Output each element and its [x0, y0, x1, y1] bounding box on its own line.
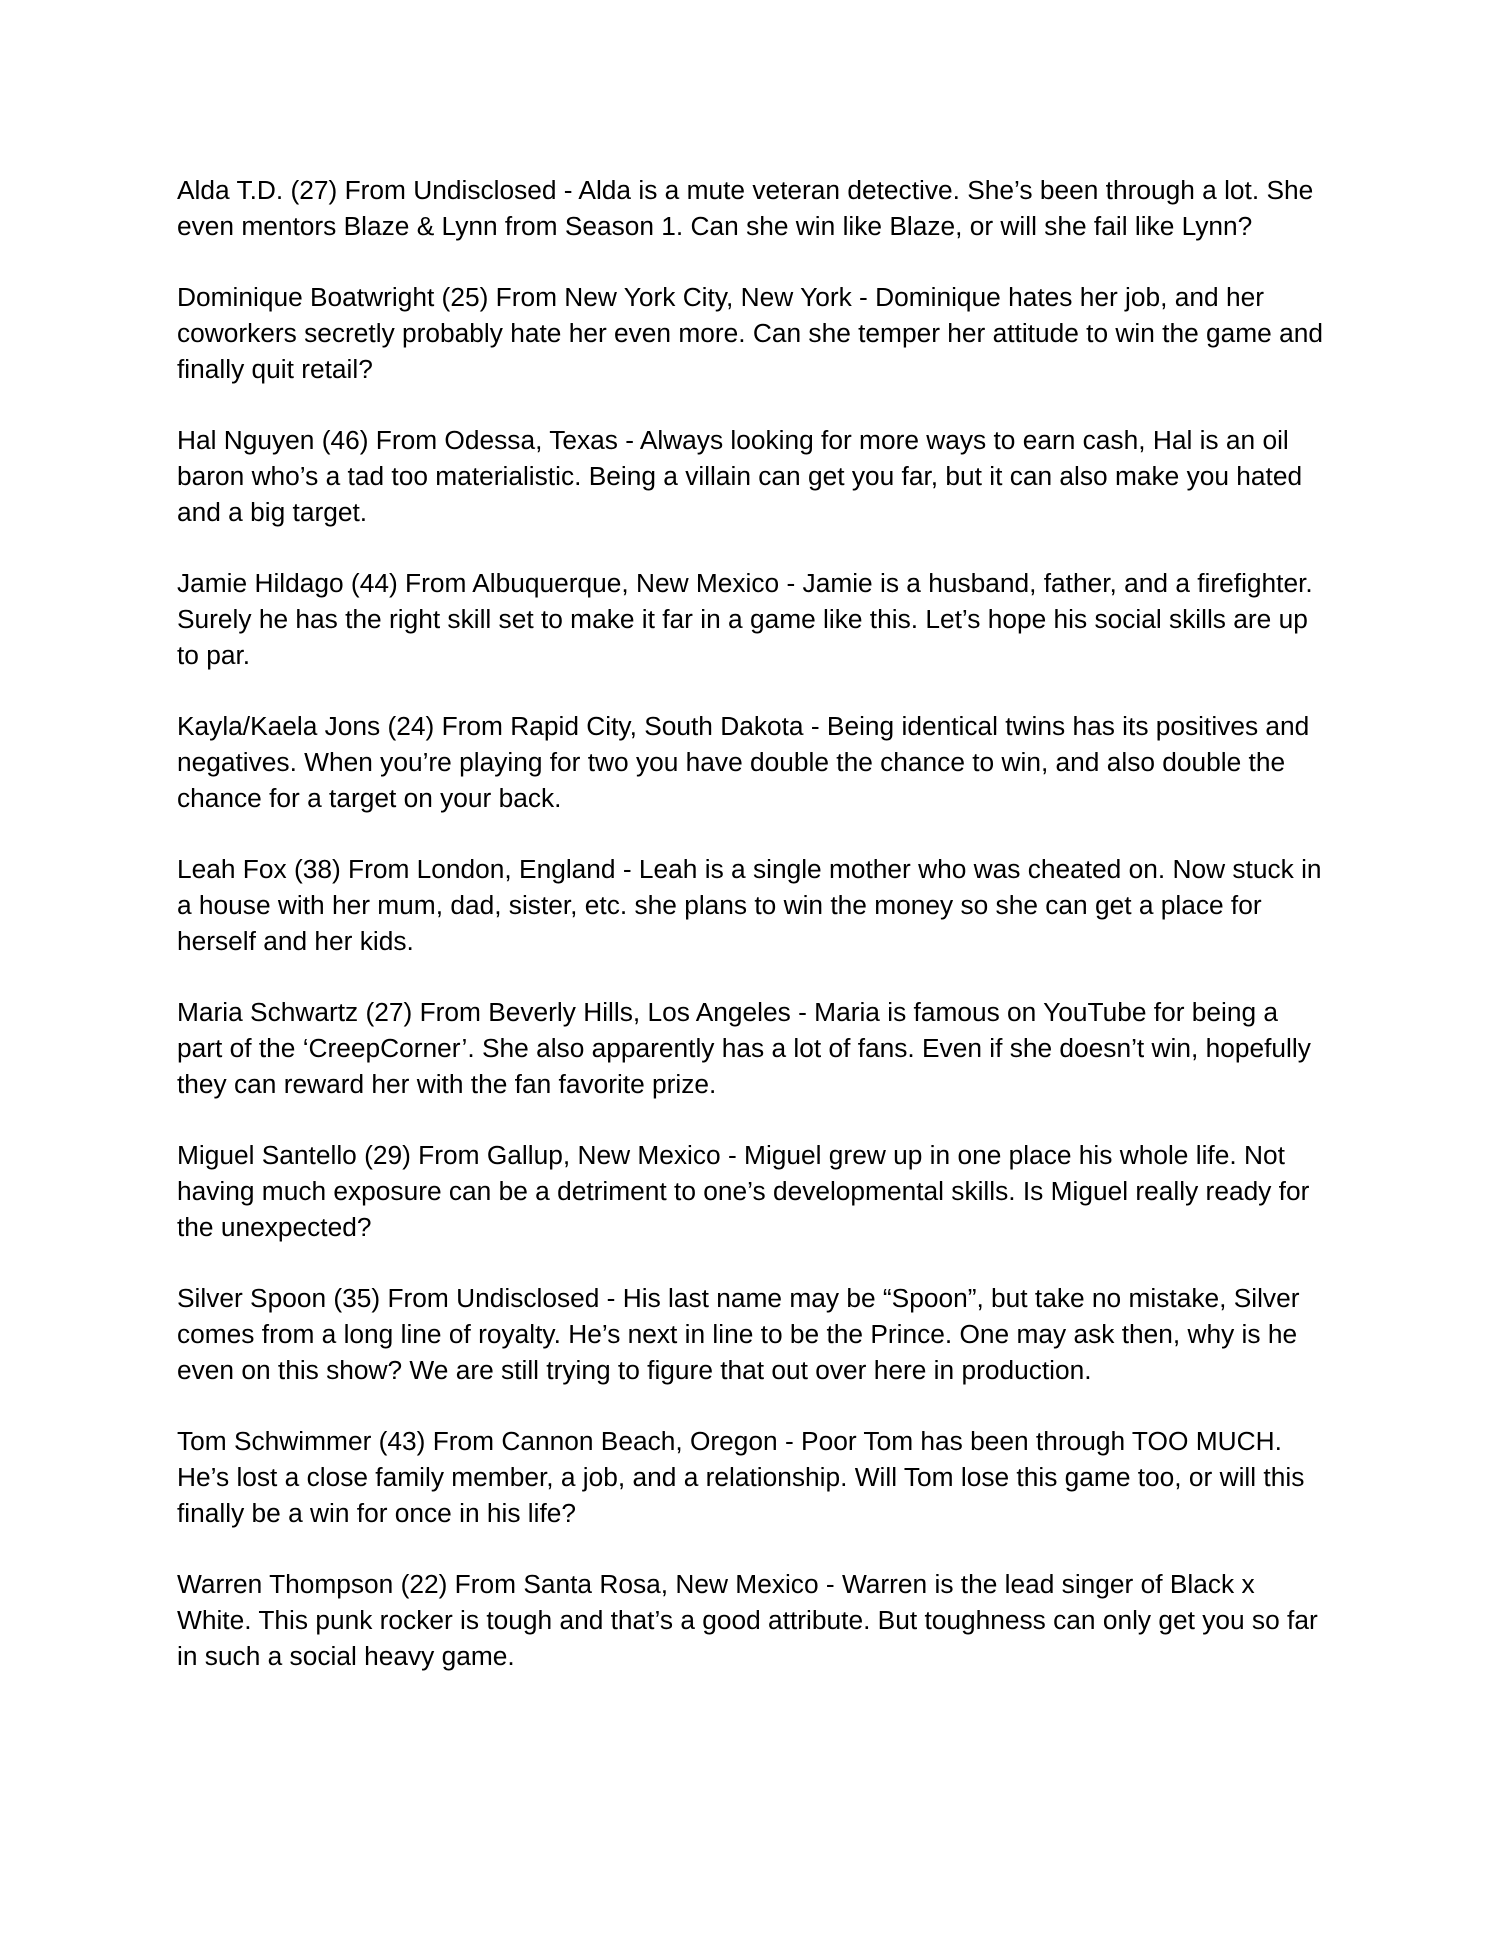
contestant-bio-jamie: Jamie Hildago (44) From Albuquerque, New Mexico - Jamie is a husband, father, and a firefighter. Surely he has the right skill set to make it far in a game like this. Let’s hope his social skills are up to par. — [177, 568, 1313, 670]
contestant-bio-alda: Alda T.D. (27) From Undisclosed - Alda is a mute veteran detective. She’s been through a lot. She even mentors Blaze & Lynn from Season 1. Can she win like Blaze, or will she fail like Lynn? — [177, 175, 1314, 241]
contestant-bio-maria: Maria Schwartz (27) From Beverly Hills, Los Angeles - Maria is famous on YouTube for being a part of the ‘CreepCorner’. She also apparently has a lot of fans. Even if she doesn’t win, hopefully they can reward her with the fan favorite prize. — [177, 997, 1311, 1099]
contestant-bio-silver: Silver Spoon (35) From Undisclosed - His last name may be “Spoon”, but take no mistake, Silver comes from a long line of royalty. He’s next in line to be the Prince. One may ask then, why is he even on this show? We are still trying to figure that out over here in production. — [177, 1283, 1300, 1385]
document-body — [177, 172, 1327, 1709]
contestant-bio-leah: Leah Fox (38) From London, England - Leah is a single mother who was cheated on. Now stuck in a house with her mum, dad, sister, etc. she plans to win the money so she can get a place for herself and her kids. — [177, 854, 1322, 956]
contestant-bio-hal: Hal Nguyen (46) From Odessa, Texas - Always looking for more ways to earn cash, Hal is an oil baron who’s a tad too materialistic. Being a villain can get you far, but it can also make you hated and a big target. — [177, 425, 1303, 527]
contestant-bio-dominique: Dominique Boatwright (25) From New York City, New York - Dominique hates her job, and her coworkers secretly probably hate her even more. Can she temper her attitude to win the game and finally quit retail? — [177, 282, 1323, 384]
contestant-bio-kayla-kaela: Kayla/Kaela Jons (24) From Rapid City, South Dakota - Being identical twins has its positives and negatives. When you’re playing for two you have double the chance to win, and also double the chance for a target on your back. — [177, 711, 1310, 813]
contestant-bio-warren: Warren Thompson (22) From Santa Rosa, New Mexico - Warren is the lead singer of Black x White. This punk rocker is tough and that’s a good attribute. But toughness can only get you so far in such a social heavy game. — [177, 1569, 1318, 1671]
contestant-bio-miguel: Miguel Santello (29) From Gallup, New Mexico - Miguel grew up in one place his whole life. Not having much exposure can be a detriment to one’s developmental skills. Is Miguel really ready for the unexpected? — [177, 1140, 1310, 1242]
contestant-bio-tom: Tom Schwimmer (43) From Cannon Beach, Oregon - Poor Tom has been through TOO MUCH. He’s lost a close family member, a job, and a relationship. Will Tom lose this game too, or will this finally be a win for once in his life? — [177, 1426, 1305, 1528]
